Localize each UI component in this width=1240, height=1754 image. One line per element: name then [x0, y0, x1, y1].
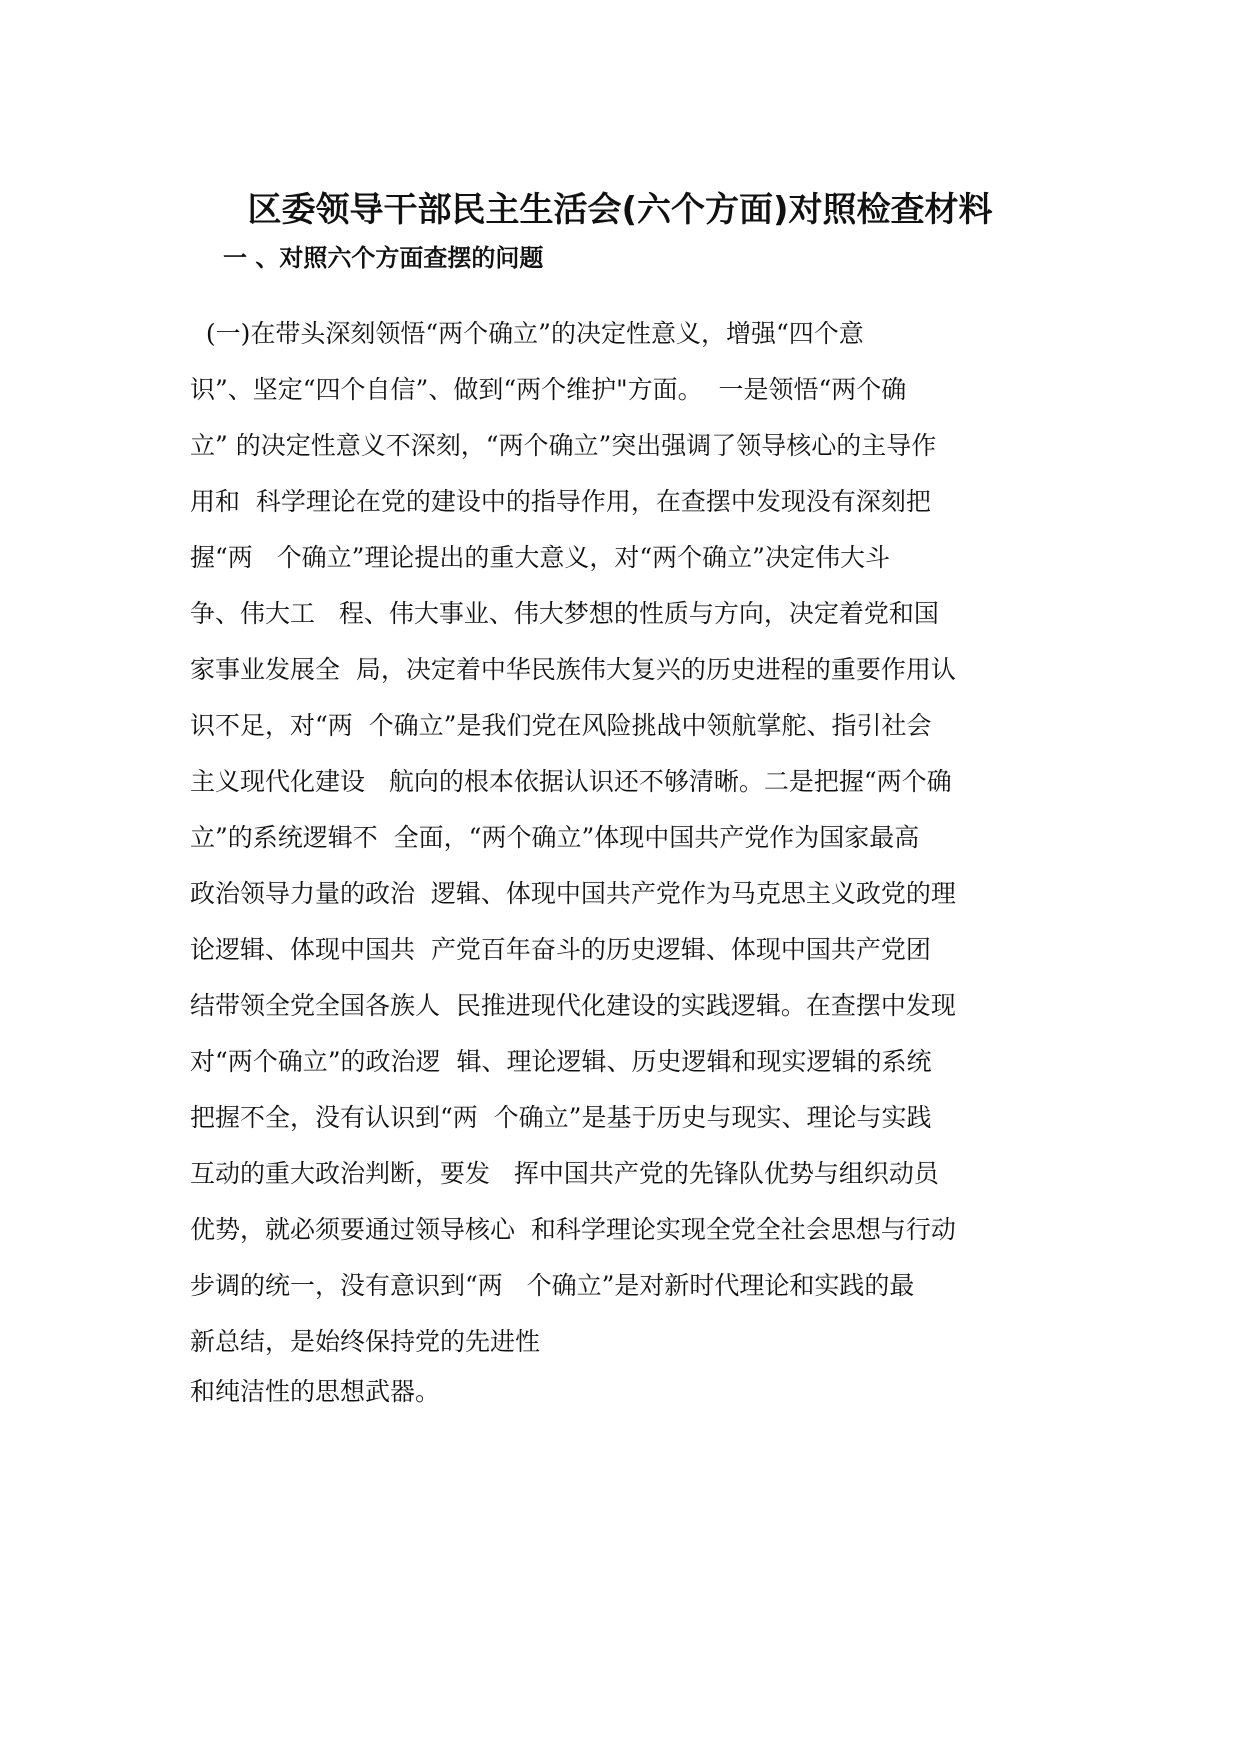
- body-line: 步调的统一，没有意识到“两 个确立”是对新时代理论和实践的最: [190, 1271, 915, 1300]
- body-line: 立” 的决定性意义不深刻，“两个确立”突出强调了领导核心的主导作: [190, 431, 937, 460]
- body-line: 立”的系统逻辑不 全面，“两个确立”体现中国共产党作为国家最高: [190, 823, 920, 852]
- body-line: 对“两个确立”的政治逻 辑、理论逻辑、历史逻辑和现实逻辑的系统: [190, 1047, 932, 1076]
- body-line: 用和 科学理论在党的建设中的指导作用，在查摆中发现没有深刻把: [190, 487, 931, 516]
- body-line: 新总结，是始终保持党的先进性: [190, 1327, 541, 1356]
- body-line: 主义现代化建设 航向的根本依据认识还不够清晰。二是把握“两个确: [190, 767, 952, 796]
- section-heading: 一 、对照六个方面查摆的问题: [223, 244, 544, 272]
- body-line: 结带领全党全国各族人 民推进现代化建设的实践逻辑。在查摆中发现: [190, 991, 956, 1020]
- body-line: (一)在带头深刻领悟“两个确立”的决定性意义，增强“四个意: [190, 319, 864, 348]
- body-line: 识”、坚定“四个自信”、做到“两个维护"方面。 一是领悟“两个确: [190, 375, 907, 404]
- body-line: 互动的重大政治判断，要发 挥中国共产党的先锋队优势与组织动员: [190, 1159, 939, 1188]
- body-line: 和纯洁性的思想武器。: [190, 1377, 441, 1406]
- body-line: 把握不全，没有认识到“两 个确立”是基于历史与现实、理论与实践: [190, 1103, 932, 1132]
- body-line: 论逻辑、体现中国共 产党百年奋斗的历史逻辑、体现中国共产党团: [190, 935, 931, 964]
- body-line: 政治领导力量的政治 逻辑、体现中国共产党作为马克思主义政党的理: [190, 879, 956, 908]
- body-line: 优势，就必须要通过领导核心 和科学理论实现全党全社会思想与行动: [190, 1215, 956, 1244]
- body-line: 家事业发展全 局，决定着中华民族伟大复兴的历史进程的重要作用认: [190, 655, 956, 684]
- document-title: 区委领导干部民主生活会(六个方面)对照检查材料: [247, 190, 993, 230]
- body-line: 识不足，对“两 个确立”是我们党在风险挑战中领航掌舵、指引社会: [190, 711, 932, 740]
- body-line: 握“两 个确立”理论提出的重大意义，对“两个确立”决定伟大斗: [190, 543, 890, 572]
- body-line: 争、伟大工 程、伟大事业、伟大梦想的性质与方向，决定着党和国: [190, 599, 939, 628]
